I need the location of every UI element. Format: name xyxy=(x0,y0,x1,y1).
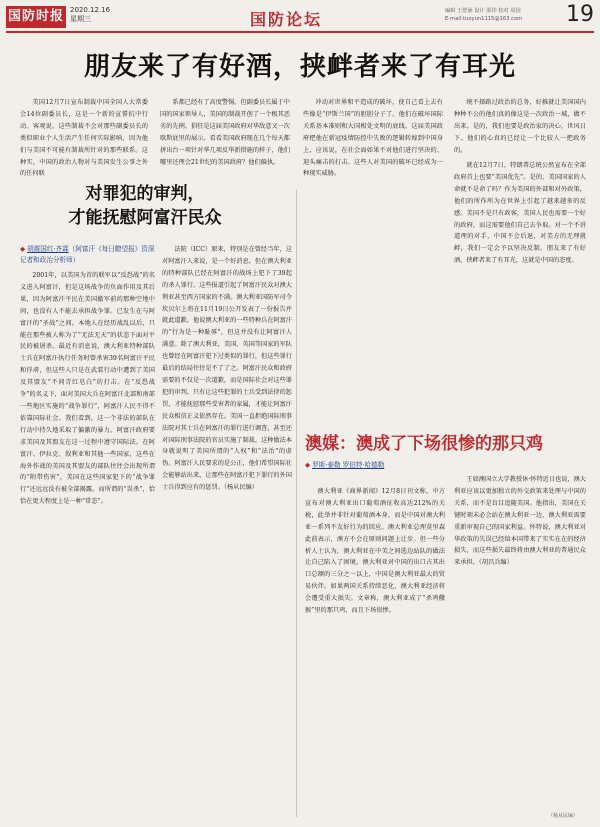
page-number: 19 xyxy=(566,2,594,27)
article1-author[interactable]: 胡震国红·齐霖 xyxy=(27,245,69,253)
article1-text-1: 2001年，以美国为首的联军以“反恐战”的名义进入阿富汗，但是这场战争的负面作用及其后果，因为阿富汗平民在美国撤军前的那种空地中间，也没有人不能去承担战争罪。已发生在与阿富汗的“圣战”之间。本地人在经历战乱以后，只能在那些被人称为了“无法无天”的状态下面对平民的被屠杀。最近有消息说，澳大利亚特种部队士兵在阿富汗执行任务时曾杀害39名阿富汗平民和俘虏，但这些人只是在武装行动中遭到了美国及其盟友“不问青红皂白”的打击。在“反恐战争”的名义下，面对美国大兵在阿富汗北部和南部一些地区实施的“战争罪行”，阿富汗人民不得不依靠国际社会。我们看到，这一个非法的部队在行动中持久地采取了偏激的暴力。阿富汗政府要求美国及其盟友在这一过程中遵守国际法。在阿富汗、伊拉克、叙利亚和其他一些国家，这些在海外作战的美国及其盟友的部队往往会出现所谓的“附带伤害”，美国在这些国家犯下的“战争罪行”还远远没有被全部揭露。而所谓的“误杀”，恰恰在更大程度上是一种“常态”。 xyxy=(20,272,155,506)
article2-column-1 xyxy=(305,486,445,816)
newspaper-logo: 国防时报 xyxy=(6,6,66,28)
column-divider xyxy=(296,190,297,817)
article1-byline xyxy=(20,244,155,266)
staff-names: 编辑 王舒涵 设计 邵伟 校对 周园 xyxy=(445,8,521,14)
article1-column-1 xyxy=(20,270,155,818)
article2-byline xyxy=(305,460,595,471)
lead-text-2: 系都已经有了高度警惕。但副委员长属于中国的国家领导人，美国的制裁开创了一个极其恶劣的先例。猖狂是这届美国政府对华敌意又一次歇斯底里的展示。看看美国政府现在几个每天都拼出台一项针对华几项反华新措施的样子，他们哪里还理会21世纪的美国政府？他们偏执。 xyxy=(160,99,290,166)
lead-column-4 xyxy=(454,97,586,155)
article1-author-role: （阿富汗《每日瞭望报》资深记者和政治分析师） xyxy=(20,245,155,264)
masthead xyxy=(0,0,600,38)
article2-text-2: 王如澳国立大学教授休·怀特近日也说，澳大利亚应该以更加独立的外交政策来处理与中国的关系，而不是盲目追随美国。他指出，美国在关键时刻未必会站在澳大利亚一边，澳大利亚需要重新审视自己的国家利益。怀特说，澳大利亚对华政策的失误已经给本国带来了实实在在的经济损失，而这些损失最终将由澳大利亚的普通民众来承担。（胡昌兵编） xyxy=(454,476,586,567)
article2-column-2 xyxy=(454,474,586,808)
masthead-rule xyxy=(6,31,594,33)
lead-column-2 xyxy=(160,97,290,181)
article2-text-1: 澳大利亚《商界新闻》12月8日刊文称，中方宣布对澳大利亚出口葡萄酒征收高达212%的关税，此举并非针对葡萄酒本身，而是中国对澳大利亚一系列不友好行为的回应。澳大利亚总理莫里森此前表示，澳方不会在原则问题上让步。但一些分析人士认为，澳大利亚在中美之间选边站队的做法让自己陷入了困境。澳大利亚对中国的出口占其出口总额的三分之一以上，中国是澳大利亚最大的贸易伙伴。如果两国关系持续恶化，澳大利亚经济将会遭受重大损失。文章称，澳大利亚成了“杀鸡儆猴”里的那只鸡，而且下场很惨。 xyxy=(305,488,445,615)
section-title: 国防论坛 xyxy=(250,10,323,29)
right-top-text: 就在12月7日，特朗普总统公然宣布在全部政府首上也要“美国优先”。是的，美国国家的人命就不是命了吗？作为美国的外部和对外政策，他们的所作所为在世界上引起了越来越多的反感。美国不是只有政客，美国人民也需要一个好的政府，而这需要他们自己去争取。对一个不讲道理的对手，中国不会后退，对美方的无理挑衅，我们一定会予以坚决反制。朋友来了有好酒，挟衅者来了有耳光，这就是中国的态度。 xyxy=(454,162,586,265)
article1-headline xyxy=(20,182,270,230)
article2-author[interactable]: 罗斯·泰勒 罗伯特·哈德勒 xyxy=(312,461,385,469)
article1-text-2: 法院（ICC）原来，特别是在曾经当年，这对阿富汗人来说，是一个好消息。但在澳大利亚的特种部队已经在阿富汗的战场上犯下了39起的杀人罪行。这些报道引起了阿富汗民众对澳大利亚甚至西方国家的不满。澳大利亚国防军司令坎贝尔上将在11月19日公开发表了一份报告并就此道歉，他说澳大利亚的一些特种兵在阿富汗的“行为是一种耻辱”，但这并没有让阿富汗人满意。除了澳大利亚，美国、英国等国家的军队也曾经在阿富汗犯下过类似的罪行，但这些罪行最后的结局往往是不了了之。阿富汗民众和政府需要的不仅是一次道歉，而是国际社会对这些罪犯的审判。只有让这些犯罪的士兵受到法律的惩罚，才能抚慰那些受害者的家属，才能让阿富汗民众相信正义依然存在。美国一直拒绝国际刑事法院对其士兵在阿富汗的罪行进行调查，甚至还对国际刑事法院的官员实施了制裁。这种做法本身就说明了美国所谓的“人权”和“法治”的虚伪。阿富汗人民要求的是公正，他们希望国际社会能够站出来，让那些在阿富汗犯下罪行的外国士兵得到应有的惩罚。（杨从民编） xyxy=(162,246,292,492)
weekday-text: 星期三 xyxy=(70,15,91,23)
diamond-icon: ◆ xyxy=(305,461,311,469)
lead-text-4: 统不择路过政治的总务，好推就让美国国内种种不公的他们真的像这是一次政治一城，做不出来。是的，我们也要是政治家的决心，世风日下。他们的心真的已经让一个比较人一把政务的。 xyxy=(454,99,586,154)
staff-info xyxy=(445,7,560,23)
lead-text-1: 美国12月7日宣布制裁中国全国人大常委会14位副委员长，这是一个新的宣誓抗中行动。客观说，这些制裁不会对那些副委员长的类似职业个人生活产生任何实际影响，因为他们与美国不可能有制裁所针对的那些联系。这种实，中国的政治人物对与美国发生公事之外的任何联 xyxy=(20,99,148,178)
lead-column-3 xyxy=(303,97,443,417)
article2-headline: 澳媒：澳成了下场很惨的那只鸡 xyxy=(305,434,543,454)
article2-editor-note: （杨从民编） xyxy=(548,813,579,819)
right-top-column xyxy=(454,160,586,422)
date-text: 2020.12.16 xyxy=(70,6,111,14)
article1-headline-line1: 对罪犯的审判， xyxy=(85,184,205,204)
lead-text-3: 冲动对世界和平造成的破坏，使自己看上去有些像是“伊斯兰国”的胆胆分子了。他们在破坏国际关系基本准则和大国相处文明的底线。这届美国政府把他在新冠疫情防控中失败的逻辑转嫁到中国身上，应该说，在社会面如果不对他们进行坚决的、迎头痛击的打击。这些人对美国的破坏已经成为一种现实威胁。 xyxy=(303,99,443,178)
article1-headline-line2: 才能抚慰阿富汗民众 xyxy=(68,208,222,228)
diamond-icon: ◆ xyxy=(20,245,26,253)
staff-email: E-mail:tuoyun1115@163.com xyxy=(445,16,523,22)
lead-column-1 xyxy=(20,97,148,181)
issue-date xyxy=(70,6,110,24)
main-headline: 朋友来了有好酒，挟衅者来了有耳光 xyxy=(83,52,516,82)
article1-column-2 xyxy=(162,244,292,806)
